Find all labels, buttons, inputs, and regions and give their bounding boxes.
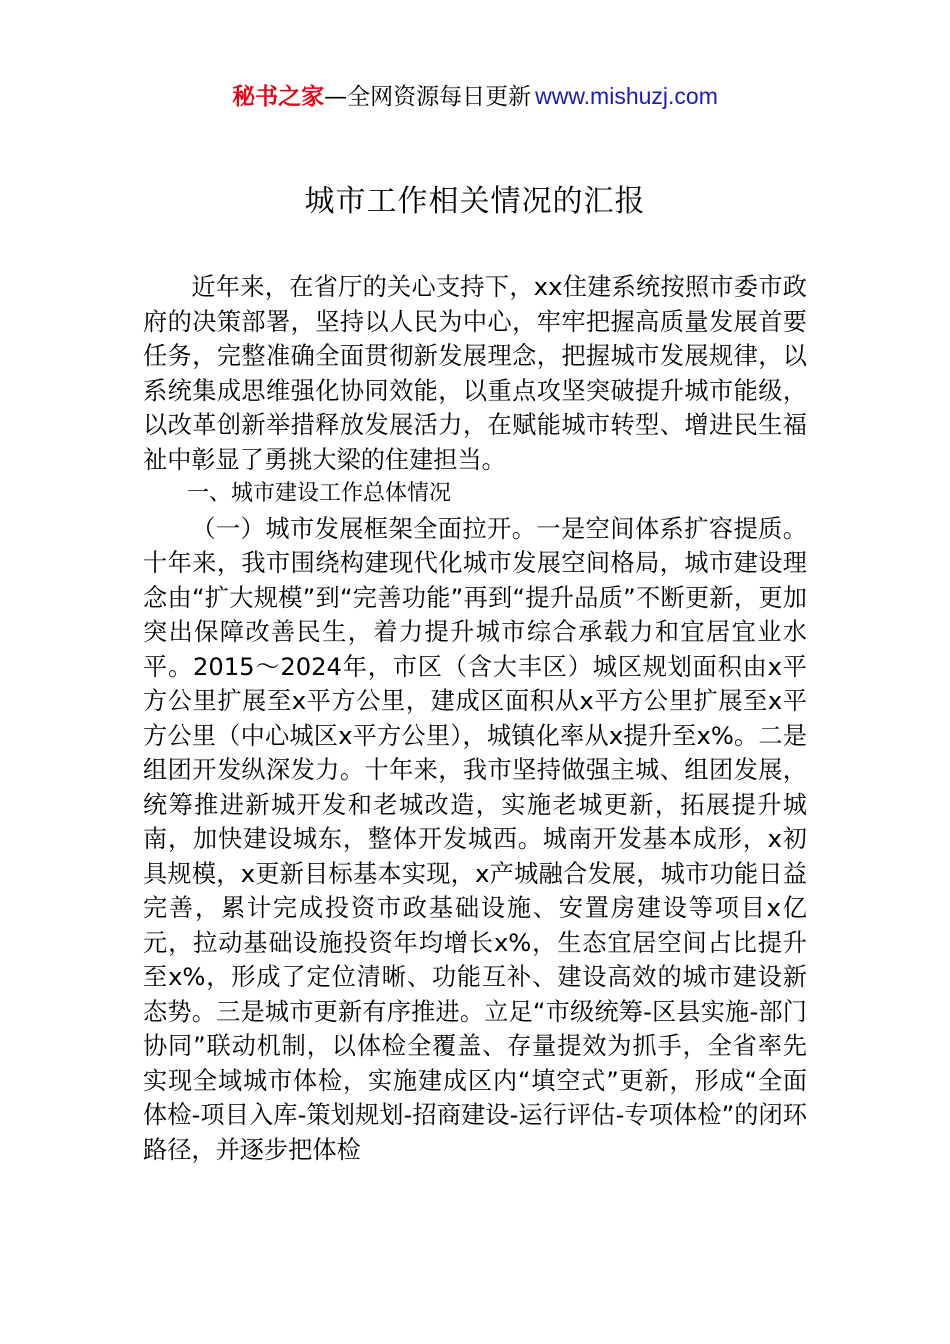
document-title: 城市工作相关情况的汇报: [304, 184, 646, 219]
site-header: [0, 80, 950, 113]
section-heading: 一、城市建设工作总体情况: [187, 481, 452, 506]
document-body: [143, 270, 807, 1167]
site-url-link[interactable]: www.mishuzj.com: [535, 83, 718, 109]
brand-name: 秘书之家: [232, 84, 325, 110]
header-tagline: —全网资源每日更新: [324, 84, 532, 110]
intro-paragraph: 近年来，在省厅的关心支持下，xx住建系统按照市委市政府的决策部署，坚持以人民为中心，牢牢把握高质量发展首要任务，完整准确全面贯彻新发展理念，把握城市发展规律，以系统集成思维强化协同效能，以重点攻坚突破提升城市能级，以改革创新举措释放发展活力，在赋能城市转型、增进民生福祉中彰显了勇挑大梁的住建担当。: [143, 273, 807, 474]
section-paragraph: （一）城市发展框架全面拉开。一是空间体系扩容提质。十年来，我市围绕构建现代化城市发展空间格局，城市建设理念由“扩大规模”到“完善功能”再到“提升品质”不断更新，更加突出保障改善民生，着力提升城市综合承载力和宜居宜业水平。2015～2024年，市区（含大丰区）城区规划面积由x平方公里扩展至x平方公里，建成区面积从x平方公里扩展至x平方公里（中心城区x平方公里），城镇化率从x提升至x%。二是组团开发纵深发力。十年来，我市坚持做强主城、组团发展，统筹推进新城开发和老城改造，实施老城更新，拓展提升城南，加快建设城东，整体开发城西。城南开发基本成形，x初具规模，x更新目标基本实现，x产城融合发展，城市功能日益完善，累计完成投资市政基础设施、安置房建设等项目x亿元，拉动基础设施投资年均增长x%，生态宜居空间占比提升至x%，形成了定位清晰、功能互补、建设高效的城市建设新态势。三是城市更新有序推进。立足“市级统筹-区县实施-部门协同”联动机制，以体检全覆盖、存量提效为抓手，全省率先实现全域城市体检，实施建成区内“填空式”更新，形成“全面体检-项目入库-策划规划-招商建设-运行评估-专项体检”的闭环路径，并逐步把体检: [143, 514, 808, 1164]
